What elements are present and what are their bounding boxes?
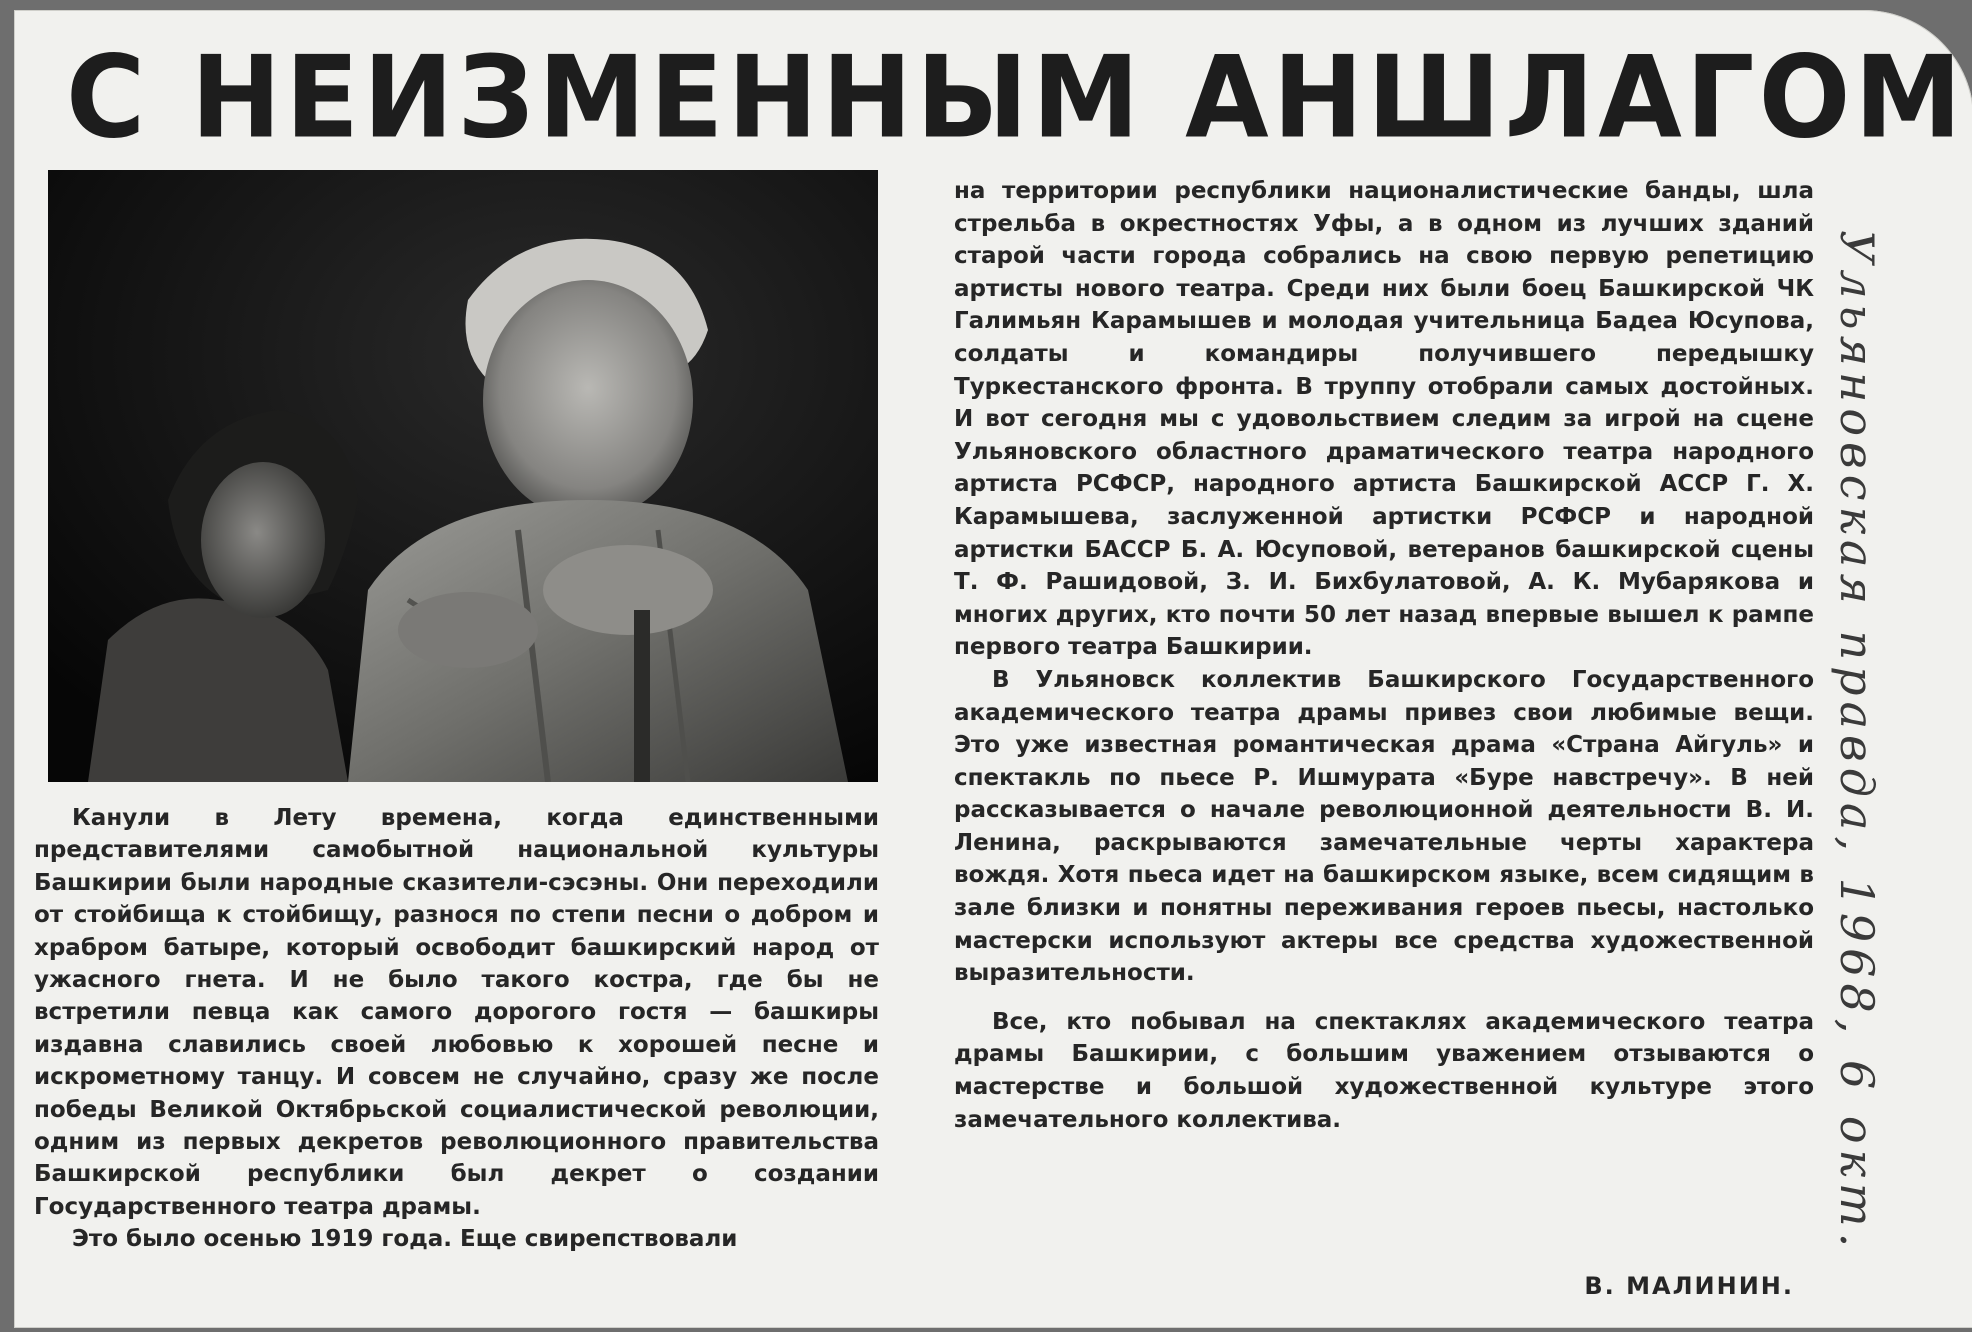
handwritten-note [1830, 230, 1934, 1254]
paragraph: Все, кто побывал на спектаклях академического театра драмы Башкирии, с большим уважением отзываются о мастерстве и большой художественной культуре этого замечательного коллектива. [954, 1008, 1814, 1133]
left-column [34, 802, 879, 1256]
paragraph: на территории республики националистические банды, шла стрельба в окрестностях Уфы, а в одном из лучших зданий старой части города собрались на свою первую репетицию артисты нового театра. Среди них были боец Башкирской ЧК Галимьян Карамышев и молодая учительница Бадеа Юсупова, солдаты и командиры получившего передышку Туркестанского фронта. В труппу отобрали самых достойных. И вот сегодня мы с удовольствием следим за игрой на сцене Ульяновского областного драматического театра народного артиста РСФСР, народного артиста Башкирской АССР Г. Х. Карамышева, заслуженной артистки РСФСР и народной артистки БАССР Б. А. Юсуповой, ветеранов башкирской сцены Т. Ф. Рашидовой, З. И. Бихбулатовой, А. К. Мубарякова и многих других, кто почти 50 лет назад впервые вышел к рампе первого театра Башкирии. [954, 178, 1814, 661]
article-photo [48, 170, 878, 782]
author-signature: В. МАЛИНИН. [1584, 1272, 1794, 1300]
theatre-scene-photo-icon [48, 170, 878, 782]
paragraph: Это было осенью 1919 года. Еще свирепствовали [72, 1226, 738, 1253]
right-column [954, 175, 1814, 1136]
newspaper-clipping [14, 10, 1972, 1328]
handwritten-note-text: Ульяновская правда, 1968, 6 окт. [1830, 230, 1884, 1254]
paragraph: В Ульяновск коллектив Башкирского Государственного академического театра драмы привез свои любимые вещи. Это уже известная романтическая драма «Страна Айгуль» и спектакль по пьесе Р. Ишмурата «Буре навстречу». В ней рассказывается о начале революционной деятельности В. И. Ленина, раскрываются замечательные черты характера вождя. Хотя пьеса идет на башкирском языке, всем сидящим в зале близки и понятны переживания героев пьесы, настолько мастерски используют актеры все средства художественной выразительности. [954, 666, 1814, 987]
paragraph: Канули в Лету времена, когда единственными представителями самобытной национальной культуры Башкирии были народные сказители-сэсэны. Они переходили от стойбища к стойбищу, разнося по степи песни о добром и храбром батыре, который освободит башкирский народ от ужасного гнета. И не было такого костра, где бы не встретили певца как самого дорогого гостя — башкиры издавна славились своей любовью к хорошей песне и искрометному танцу. И совсем не случайно, сразу же после победы Великой Октябрьской социалистической революции, одним из первых декретов революционного правительства Башкирской республики был декрет о создании Государственного театра драмы. [34, 805, 879, 1220]
headline: С НЕИЗМЕННЫМ АНШЛАГОМ [66, 32, 1966, 164]
